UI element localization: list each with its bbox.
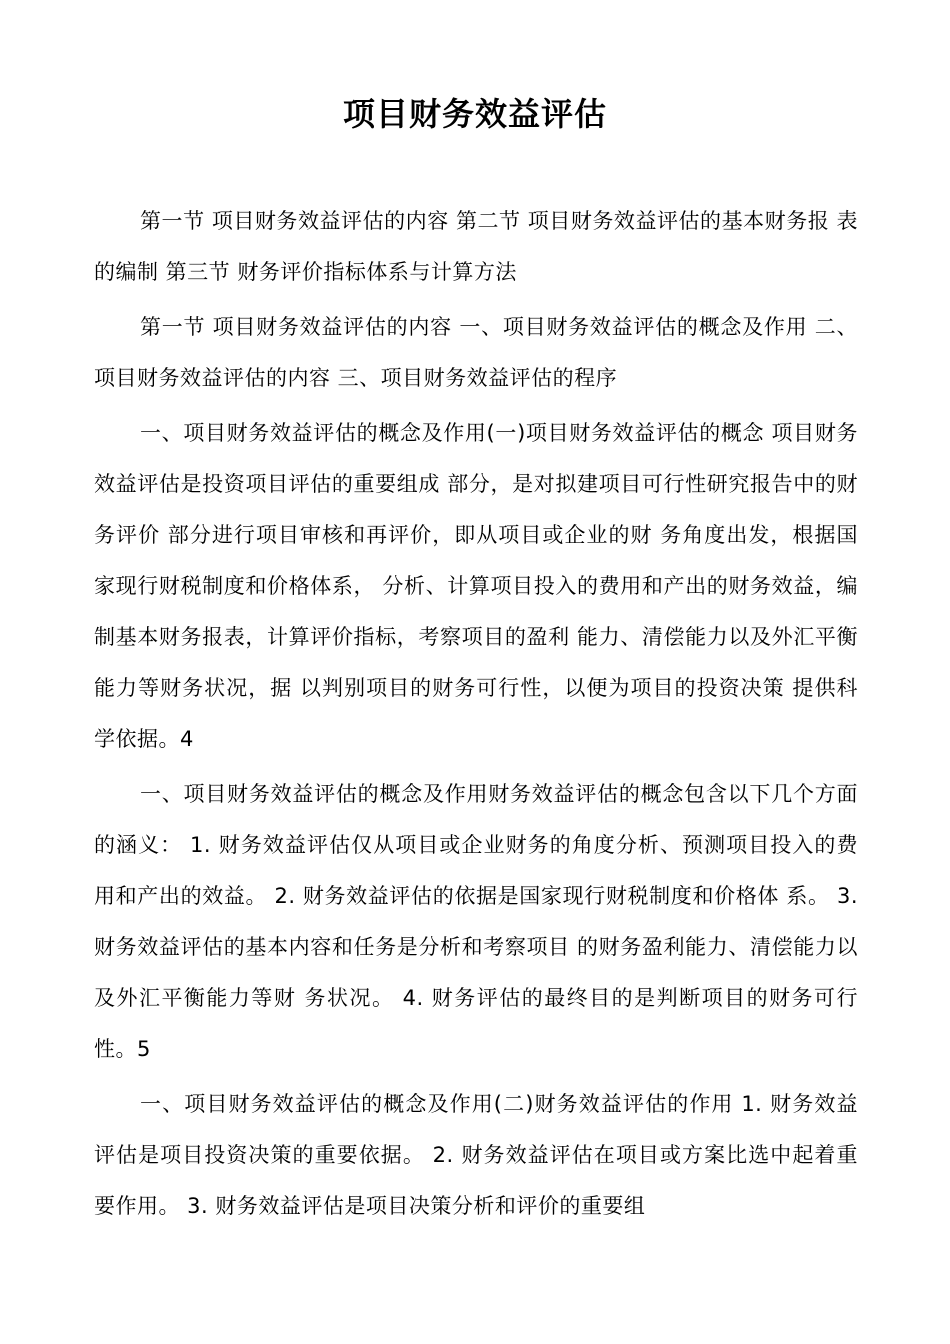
paragraph-concept-meaning: 一、项目财务效益评估的概念及作用财务效益评估的概念包含以下几个方面的涵义： 1. 财务效益评估仅从项目或企业财务的角度分析、预测项目投入的费用和产出的效益。 2. 财务效益评估的依据是国家现行财税制度和价格体 系。 3. 财务效益评估的基本内容和任务是分析和考察项目 的财务盈利能力、清偿能力以及外汇平衡能力等财 务状况。 4. 财务评估的最终目的是判断项目的财务可行性。5 [94, 782, 858, 1061]
paragraph-concept: 一、项目财务效益评估的概念及作用(一)项目财务效益评估的概念 项目财务效益评估是投资项目评估的重要组成 部分，是对拟建项目可行性研究报告中的财务评价 部分进行项目审核和再评价，即从项目或企业的财 务角度出发，根据国家现行财税制度和价格体系， 分析、计算项目投入的费用和产出的财务效益，编 制基本财务报表，计算评价指标，考察项目的盈利 能力、清偿能力以及外汇平衡能力等财务状况，据 以判别项目的财务可行性，以便为项目的投资决策 提供科学依据。4 [94, 421, 858, 751]
document-title: 项目财务效益评估 [342, 95, 607, 133]
paragraph-section-one-outline: 第一节 项目财务效益评估的内容 一、项目财务效益评估的概念及作用 二、项目财务效益评估的内容 三、项目财务效益评估的程序 [94, 315, 858, 390]
paragraph-role: 一、项目财务效益评估的概念及作用(二)财务效益评估的作用 1. 财务效益评估是项目投资决策的重要依据。 2. 财务效益评估在项目或方案比选中起着重要作用。 3. 财务效益评估是项目决策分析和评价的重要组 [94, 1092, 858, 1218]
paragraph-toc: 第一节 项目财务效益评估的内容 第二节 项目财务效益评估的基本财务报 表的编制 第三节 财务评价指标体系与计算方法 [94, 209, 858, 284]
document-body [94, 196, 858, 1236]
